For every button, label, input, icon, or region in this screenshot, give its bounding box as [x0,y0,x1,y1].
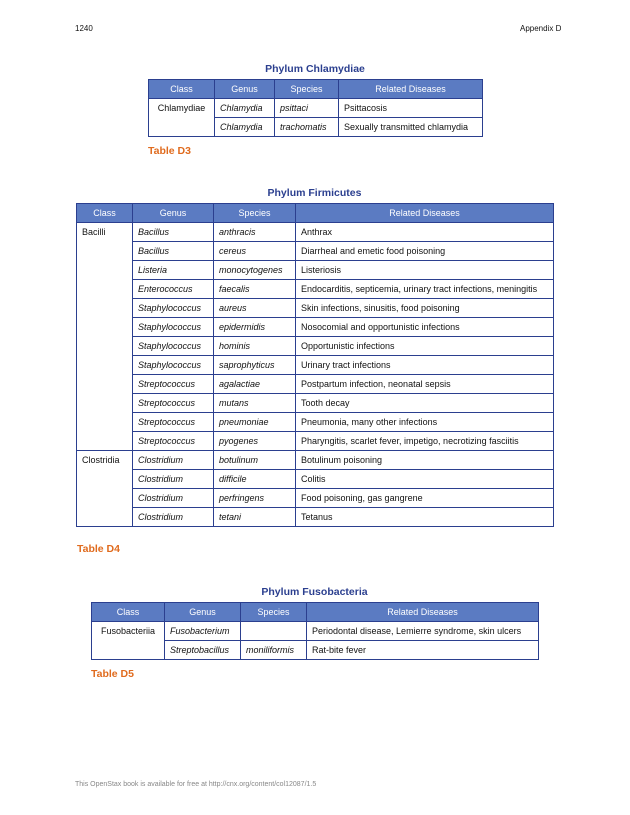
species-cell: monocytogenes [214,261,296,280]
page-number: 1240 [75,24,93,33]
table-header-row [92,603,539,622]
section-label: Appendix D [520,24,562,33]
table-row [77,337,554,356]
disease-cell: Tooth decay [296,394,554,413]
genus-cell: Staphylococcus [133,356,214,375]
column-header: Genus [133,204,214,223]
genus-cell: Streptococcus [133,413,214,432]
table-row [77,375,554,394]
table-d3 [148,79,483,137]
column-header: Genus [165,603,241,622]
species-cell: difficile [214,470,296,489]
genus-cell: Streptococcus [133,375,214,394]
species-cell: pyogenes [214,432,296,451]
column-header: Species [275,80,339,99]
disease-cell: Urinary tract infections [296,356,554,375]
column-header: Class [149,80,215,99]
species-cell: hominis [214,337,296,356]
column-header: Species [214,204,296,223]
table-d5 [91,602,539,660]
genus-cell: Streptococcus [133,432,214,451]
disease-cell: Tetanus [296,508,554,527]
table-d3-caption: Table D3 [148,145,191,157]
table-row [77,242,554,261]
column-header: Related Diseases [307,603,539,622]
column-header: Class [77,204,133,223]
class-cell: Fusobacteriia [92,622,165,660]
disease-cell: Anthrax [296,223,554,242]
disease-cell: Colitis [296,470,554,489]
species-cell: agalactiae [214,375,296,394]
species-cell: faecalis [214,280,296,299]
table-d3-title: Phylum Chlamydiae [265,63,365,75]
genus-cell: Chlamydia [215,118,275,137]
table-row [77,318,554,337]
disease-cell: Nosocomial and opportunistic infections [296,318,554,337]
class-cell: Chlamydiae [149,99,215,137]
genus-cell: Listeria [133,261,214,280]
species-cell: saprophyticus [214,356,296,375]
species-cell: moniliformis [241,641,307,660]
column-header: Related Diseases [296,204,554,223]
table-d5-caption: Table D5 [91,668,134,680]
table-row [149,99,483,118]
disease-cell: Rat-bite fever [307,641,539,660]
table-row [77,223,554,242]
table-row [77,280,554,299]
table-row [77,299,554,318]
column-header: Related Diseases [339,80,483,99]
table-row [77,394,554,413]
disease-cell: Opportunistic infections [296,337,554,356]
table-header-row [149,80,483,99]
table-row [77,508,554,527]
species-cell: anthracis [214,223,296,242]
species-cell [241,622,307,641]
disease-cell: Skin infections, sinusitis, food poisoning [296,299,554,318]
disease-cell: Pneumonia, many other infections [296,413,554,432]
genus-cell: Staphylococcus [133,337,214,356]
genus-cell: Enterococcus [133,280,214,299]
column-header: Species [241,603,307,622]
column-header: Class [92,603,165,622]
table-d5-title: Phylum Fusobacteria [261,586,368,598]
footer-note: This OpenStax book is available for free at http://cnx.org/content/col12087/1.5 [75,781,317,788]
table-row [77,261,554,280]
species-cell: epidermidis [214,318,296,337]
genus-cell: Clostridium [133,489,214,508]
genus-cell: Staphylococcus [133,299,214,318]
species-cell: aureus [214,299,296,318]
species-cell: tetani [214,508,296,527]
genus-cell: Chlamydia [215,99,275,118]
disease-cell: Periodontal disease, Lemierre syndrome, skin ulcers [307,622,539,641]
species-cell: perfringens [214,489,296,508]
table-d4-caption: Table D4 [77,543,120,555]
table-row [77,432,554,451]
disease-cell: Sexually transmitted chlamydia [339,118,483,137]
table-row [77,489,554,508]
table-row [77,413,554,432]
species-cell: trachomatis [275,118,339,137]
genus-cell: Clostridium [133,508,214,527]
species-cell: mutans [214,394,296,413]
genus-cell: Clostridium [133,470,214,489]
genus-cell: Bacillus [133,223,214,242]
table-d4 [76,203,554,527]
genus-cell: Staphylococcus [133,318,214,337]
species-cell: cereus [214,242,296,261]
table-header-row [77,204,554,223]
disease-cell: Pharyngitis, scarlet fever, impetigo, necrotizing fasciitis [296,432,554,451]
table-row [92,622,539,641]
species-cell: psittaci [275,99,339,118]
disease-cell: Endocarditis, septicemia, urinary tract infections, meningitis [296,280,554,299]
genus-cell: Bacillus [133,242,214,261]
genus-cell: Fusobacterium [165,622,241,641]
species-cell: botulinum [214,451,296,470]
species-cell: pneumoniae [214,413,296,432]
genus-cell: Clostridium [133,451,214,470]
genus-cell: Streptobacillus [165,641,241,660]
disease-cell: Listeriosis [296,261,554,280]
disease-cell: Food poisoning, gas gangrene [296,489,554,508]
table-row [77,470,554,489]
table-row [77,356,554,375]
class-cell: Clostridia [77,451,133,527]
disease-cell: Botulinum poisoning [296,451,554,470]
genus-cell: Streptococcus [133,394,214,413]
column-header: Genus [215,80,275,99]
disease-cell: Diarrheal and emetic food poisoning [296,242,554,261]
table-d4-title: Phylum Firmicutes [267,187,362,199]
disease-cell: Postpartum infection, neonatal sepsis [296,375,554,394]
table-row [77,451,554,470]
disease-cell: Psittacosis [339,99,483,118]
class-cell: Bacilli [77,223,133,451]
